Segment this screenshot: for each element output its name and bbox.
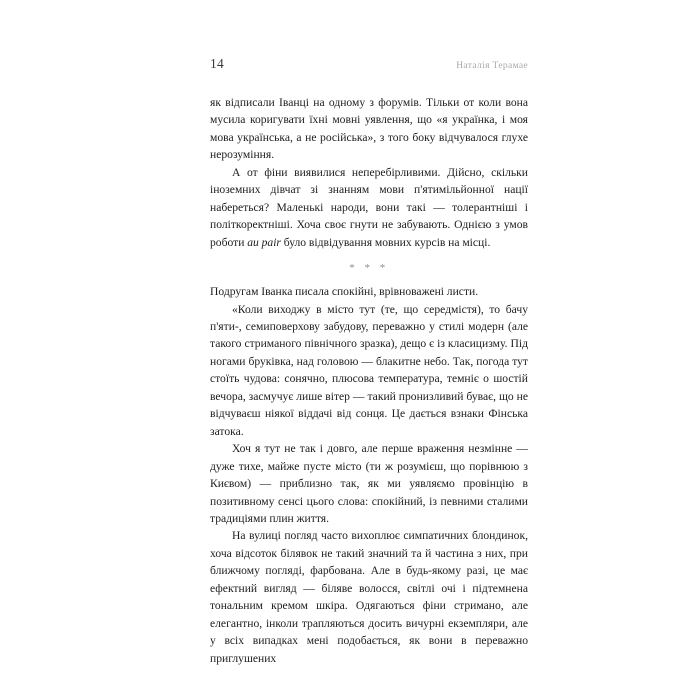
paragraph-3: Подругам Іванка писала спокійні, врівноважені листи. (210, 285, 479, 299)
paragraph-1: як відписали Іванці на одному з форумів. Тільки от коли вона мусила коригувати їхні мовні уявлення, що «я українка, і моя мова українська, а не російська», з того боку відчувалося глухе нерозуміння. (210, 96, 528, 162)
page-number: 14 (210, 56, 224, 71)
text-block (210, 94, 528, 667)
paragraph-4: «Коли виходжу в місто тут (те, що середмістя), то бачу п'яти-, семиповерхову забудову, переважно у стилі модерн (але такого стриманого північного зразка), дещо є із класицизму. Під ногами бруківка, над головою — блакитне небо. Так, погода тут стоїть чудова: сонячно, плюсова температура, темніє о шостій вечора, засмучує лише вітер — такий пронизливий буває, що не відчуваєш ніякої віддачі від сонця. Це дається взнаки Фінська затока. (210, 302, 528, 438)
paragraph-2-text-after: було відвідування мовних курсів на місці. (280, 235, 491, 249)
running-head (210, 56, 528, 72)
paragraph-5: Хоч я тут не так і довго, але перше враження незмінне — дуже тихе, майже пусте місто (ти ж розумієш, що порівнюю з Києвом) — приблизно так, як ми уявляємо провінцію в позитивному сенсі цього слова: спокійний, із певними сталими традиціями плин життя. (210, 442, 528, 525)
running-head-author: Наталія Терамае (456, 61, 528, 71)
section-separator: * * * (349, 262, 389, 275)
foreign-term-au-pair: au pair (247, 235, 281, 249)
paragraph-2 (210, 164, 528, 251)
paragraph-6: На вулиці погляд часто вихоплює симпатичних блондинок, хоча відсоток білявок не такий значний та й частина з них, при ближчому погляді, фарбована. Але в будь-якому разі, це має ефектний вигляд — біляве волосся, світлі очі і підтемнена тональним кремом шкіра. Одягаються фіни стримано, але елегантно, інколи трапляються досить вичурні екземпляри, але у всіх випадках мені подобається, як вони в переважно приглушених (210, 529, 528, 665)
paragraph-2-text-before: А от фіни виявилися неперебірливими. Дійсно, скільки іноземних дівчат зі знанням мови п'ятимільйонної нації набереться? Маленькі народи, вони такі — толерантніші і політкоректніші. Хоча своє гнути не забувають. Однією з умов роботи (210, 165, 528, 249)
